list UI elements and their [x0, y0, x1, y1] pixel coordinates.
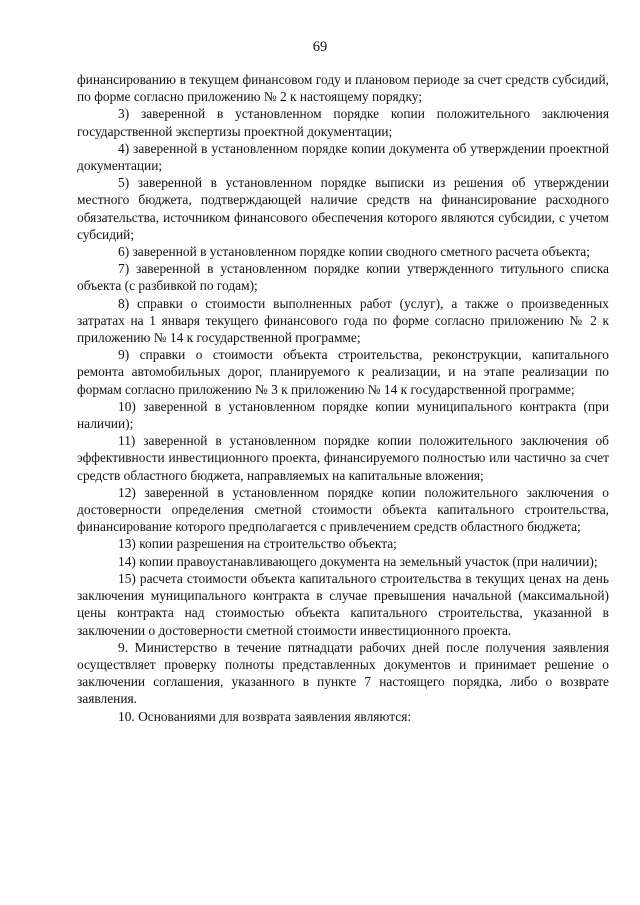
list-item-6: 6) заверенной в установленном порядке копии сводного сметного расчета объекта;: [118, 244, 590, 260]
list-item-13: 13) копии разрешения на строительство объекта;: [118, 536, 397, 552]
page-number: 69: [312, 39, 328, 55]
list-item-8: 8) справки о стоимости выполненных работ (услуг), а также о произведенных затратах на 1 января текущего финансового года по форме согласно приложению № 2 к приложению № 14 к государственной программе;: [77, 295, 609, 346]
list-item-9: 9) справки о стоимости объекта строительства, реконструкции, капитального ремонта автомобильных дорог, планируемого к реализации, и на этапе реализации по формам согласно приложению № 3 к приложению № 14 к государственной программе;: [77, 347, 609, 397]
document-body: [77, 71, 609, 725]
list-item-5: 5) заверенной в установленном порядке выписки из решения об утверждении местного бюджета, подтверждающей наличие средств на финансирование расходного обязательства, источником финансового обеспечения которого являются субсидии, с учетом субсидий;: [77, 175, 609, 242]
paragraph-continuation: финансированию в текущем финансовом году и плановом периоде за счет средств субсидий, по форме согласно приложению № 2 к настоящему порядку;: [77, 72, 609, 105]
list-item-15: 15) расчета стоимости объекта капитального строительства в текущих ценах на день заключения муниципального контракта в случае превышения начальной (максимальной) цены контракта над стоимостью объекта капитального строительства, указанной в заключении о достоверности сметной стоимости инвестиционного проекта.: [77, 570, 609, 638]
clause-10: 10. Основаниями для возврата заявления являются:: [118, 708, 412, 724]
list-item-7: 7) заверенной в установленном порядке копии утвержденного титульного списка объекта (с разбивкой по годам);: [77, 261, 609, 294]
list-item-3: 3) заверенной в установленном порядке копии положительного заключения государственной экспертизы проектной документации;: [77, 106, 609, 139]
list-item-10: 10) заверенной в установленном порядке копии муниципального контракта (при наличии);: [77, 398, 609, 432]
list-item-4: 4) заверенной в установленном порядке копии документа об утверждении проектной документации;: [77, 140, 609, 174]
list-item-12: 12) заверенной в установленном порядке копии положительного заключения о достоверности определения сметной стоимости объекта капитального строительства, финансирование которого предполагается с привлечением средств областного бюджета;: [77, 484, 609, 535]
clause-9: 9. Министерство в течение пятнадцати рабочих дней после получения заявления осуществляет проверку полноты представленных документов и принимает решение о заключении соглашения, указанного в пункте 7 настоящего порядка, либо о возврате заявления.: [77, 639, 609, 707]
list-item-11: 11) заверенной в установленном порядке копии положительного заключения об эффективности инвестиционного проекта, финансируемого полностью или частично за счет средств областного бюджета, направляемых на капитальные вложения;: [77, 433, 609, 483]
list-item-14: 14) копии правоустанавливающего документа на земельный участок (при наличии);: [118, 553, 598, 569]
